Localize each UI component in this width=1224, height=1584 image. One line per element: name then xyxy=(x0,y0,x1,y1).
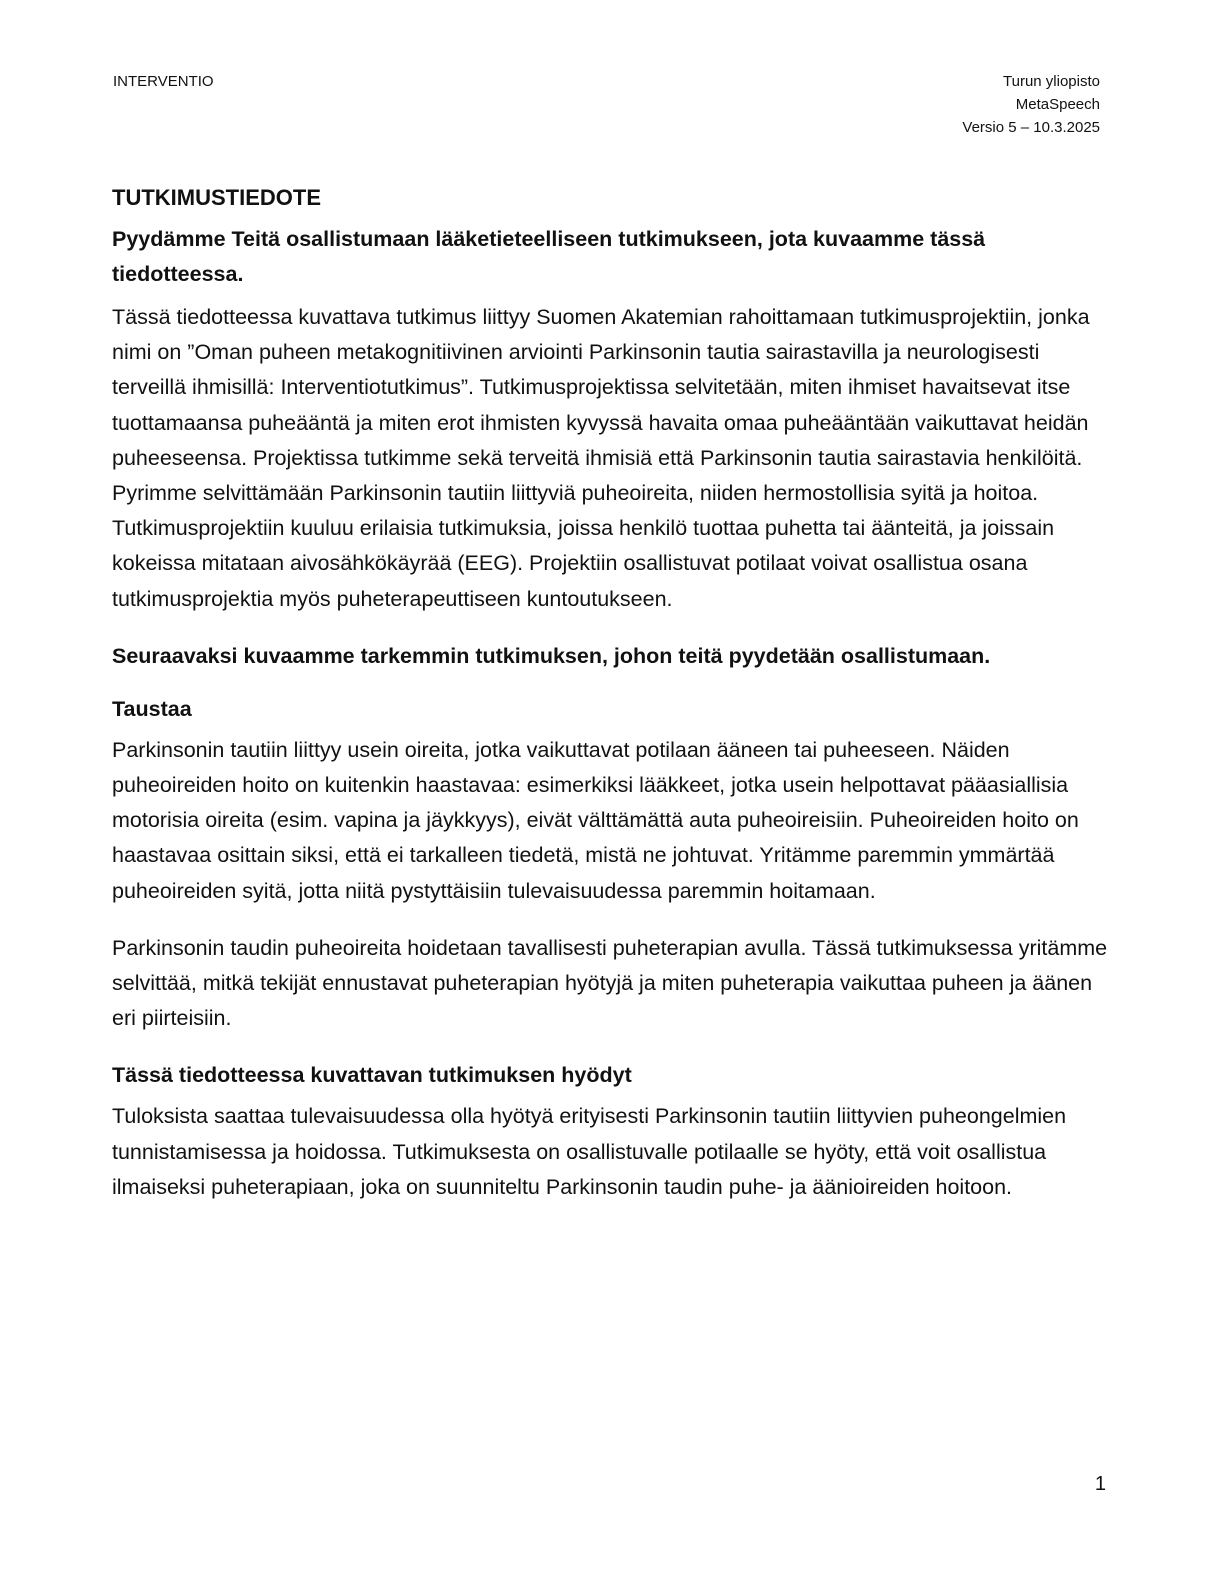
benefits-paragraph: Tuloksista saattaa tulevaisuudessa olla hyötyä erityisesti Parkinsonin tautiin liittyvien puheongelmien tunnistamisessa ja hoidossa. Tutkimuksesta on osallistuvalle potilaalle se hyöty, että voit osallistua ilmaiseksi puheterapiaan, joka on suunniteltu Parkinsonin taudin puhe- ja äänioireiden hoitoon. xyxy=(112,1104,1067,1199)
header-organization: Turun yliopisto xyxy=(1003,73,1100,90)
header-project: MetaSpeech xyxy=(1015,96,1100,113)
project-paragraph: Tässä tiedotteessa kuvattava tutkimus liittyy Suomen Akatemian rahoittamaan tutkimusprojektiin, jonka nimi on ”Oman puheen metakognitiivinen arviointi Parkinsonin tautia sairastavilla ja neurologisesti terveillä ihmisillä: Interventiotutkimus”. Tutkimusprojektissa selvitetään, miten ihmiset havaitsevat itse tuottamaansa puheääntä ja miten erot ihmisten kyvyssä havaita omaa puheääntään vaikuttavat heidän puheeseensa. Projektissa tutkimme sekä terveitä ihmisiä että Parkinsonin tautia sairastavia henkilöitä. Pyrimme selvittämään Parkinsonin tautiin liittyviä puheoireita, niiden hermostollisia syitä ja hoitoa. Tutkimusprojektiin kuuluu erilaisia tutkimuksia, joissa henkilö tuottaa puhetta tai äänteitä, ja joissain kokeissa mitataan aivosähkökäyrää (EEG). Projektiin osallistuvat potilaat voivat osallistua osana tutkimusprojektia myös puheterapeuttiseen kuntoutukseen. xyxy=(112,305,1090,611)
intro-statement: Pyydämme Teitä osallistumaan lääketieteelliseen tutkimukseen, jota kuvaamme tässä tiedotteessa. xyxy=(112,227,986,286)
background-paragraph-1: Parkinsonin tautiin liittyy usein oireita, jotka vaikuttavat potilaan ääneen tai puheeseen. Näiden puheoireiden hoito on kuitenkin haastavaa: esimerkiksi lääkkeet, jotka usein helpottavat pääasiallisia motorisia oireita (esim. vapina ja jäykkyys), eivät välttämättä auta puheoireisiin. Puheoireiden hoito on haastavaa osittain siksi, että ei tarkalleen tiedetä, mistä ne johtuvat. Yritämme paremmin ymmärtää puheoireiden syitä, jotta niitä pystyttäisiin tulevaisuudessa paremmin hoitamaan. xyxy=(112,737,1079,903)
document-title: TUTKIMUSTIEDOTE xyxy=(112,185,321,210)
background-paragraph-2: Parkinsonin taudin puheoireita hoidetaan tavallisesti puheterapian avulla. Tässä tutkimuksessa yritämme selvittää, mitkä tekijät ennustavat puheterapian hyötyjä ja miten puheterapia vaikuttaa puheen ja äänen eri piirteisiin. xyxy=(112,935,1108,1031)
section-heading-benefits: Tässä tiedotteessa kuvattavan tutkimuksen hyödyt xyxy=(112,1063,632,1088)
header-info xyxy=(962,70,1100,139)
header-label: INTERVENTIO xyxy=(113,73,214,90)
page-number: 1 xyxy=(1094,1473,1106,1495)
document-body xyxy=(112,182,1112,1227)
next-statement: Seuraavaksi kuvaamme tarkemmin tutkimuksen, johon teitä pyydetään osallistumaan. xyxy=(112,643,991,668)
section-heading-background: Taustaa xyxy=(112,696,192,721)
header-version: Versio 5 – 10.3.2025 xyxy=(962,119,1100,136)
